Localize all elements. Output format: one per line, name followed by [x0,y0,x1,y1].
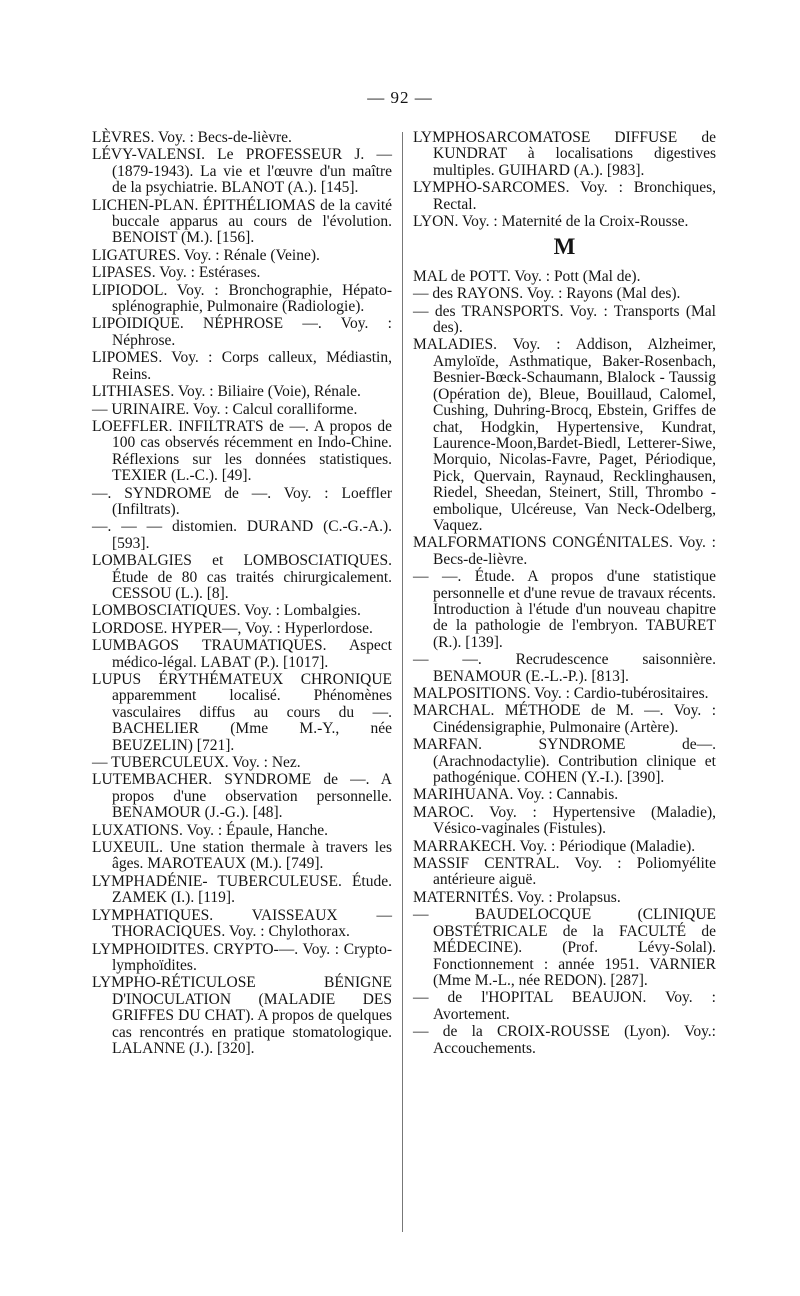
index-entry: LUXATIONS. Voy. : Épaule, Hanche. [92,821,329,839]
index-entry: MARIHUANA. Voy. : Cannabis. [413,786,619,804]
index-entry: — des TRANSPORTS. Voy. : Transports (Mal des). [413,302,716,337]
index-entry: MALFORMATIONS CONGÉNITALES. Voy. : Becs-de-lièvre. [413,534,716,568]
index-entry: LYMPHO-SARCOMES. Voy. : Bronchiques, Rectal. [413,179,716,213]
index-entry: LYMPHADÉNIE- TUBERCULEUSE. Étude. ZAMEK (I.). [119]. [92,872,392,907]
column-divider [402,132,403,1232]
index-entry: LUXEUIL. Une station thermale à travers les âges. MAROTEAUX (M.). [749]. [92,839,392,873]
index-entry: LYMPHOSARCOMATOSE DIFFUSE de KUNDRAT à localisations digestives multiples. GUIHARD (A.). [983]. [413,129,716,179]
index-entry: —. SYNDROME de —. Voy. : Loeffler (Infiltrats). [92,484,392,518]
index-entry: —. — — distomien. DURAND (C.-G.-A.). [593]. [92,518,392,552]
index-entry: — —. Recrudescence saisonnière. BENAMOUR (E.-L.-P.). [813]. [413,651,716,685]
index-entry: LITHIASES. Voy. : Biliaire (Voie), Rénale. [92,383,361,401]
index-entry: — BAUDELOCQUE (CLINIQUE OBSTÉTRICALE de la FACULTÉ de MÉDECINE). (Prof. Lévy-Solal). Fonctionnement : année 1951. VARNIER (Mme M.-L., née REDON). [287]. [413,906,716,989]
index-entry: — des RAYONS. Voy. : Rayons (Mal des). [413,285,681,303]
index-entry: — de la CROIX-ROUSSE (Lyon). Voy.: Accouchements. [413,1023,716,1057]
index-entry: MALPOSITIONS. Voy. : Cardio-tubérositaires. [413,685,709,702]
index-entry: LYMPHO-RÉTICULOSE BÉNIGNE D'INOCULATION (MALADIE DES GRIFFES DU CHAT). A propos de quelques cas rencontrés en pratique stomatologique. LALANNE (J.). [320]. [92,974,392,1057]
index-entry: MALADIES. Voy. : Addison, Alzheimer, Amyloïde, Asthmatique, Baker-Rosenbach, Besnier-Bœck-Schaumann, Blalock - Taussig (Opération de), Bleue, Bouillaud, Calomel, Cushing, Duhring-Brocq, Ebstein, Griffes de chat, Hodgkin, Hypertensive, Kundrat, Laurence-Moon,Bardet-Biedl, Letterer-Siwe, Morquio, Nicolas-Favre, Paget, Périodique, Pick, Quervain, Raynaud, Recklinghausen, Riedel, Sheedan, Steinert, Still, Thrombo - embolique, Ulcéreuse, Van Neck-Odelberg, Vaquez. [413,336,716,534]
index-entry: LIPOIDIQUE. NÉPHROSE —. Voy. : Néphrose. [92,315,392,349]
index-entry: MAROC. Voy. : Hypertensive (Maladie), Vésico-vaginales (Fistules). [413,803,716,838]
index-entry: LIPIODOL. Voy. : Bronchographie, Hépato-splénographie, Pulmonaire (Radiologie). [92,281,392,316]
index-entry: MATERNITÉS. Voy. : Prolapsus. [413,888,621,906]
section-letter: M [553,234,576,260]
index-entry: MARRAKECH. Voy. : Périodique (Maladie). [413,837,696,855]
index-entry: MASSIF CENTRAL. Voy. : Poliomyélite antérieure aiguë. [413,855,716,889]
index-entry: — de l'HOPITAL BEAUJON. Voy. : Avortement. [413,989,716,1023]
index-entry: LIPOMES. Voy. : Corps calleux, Médiastin, Reins. [92,349,392,383]
index-column-left [92,130,392,1058]
index-entry: LYMPHOIDITES. CRYPTO-—. Voy. : Crypto-lymphoïdites. [92,940,392,974]
index-entry: LOMBOSCIATIQUES. Voy. : Lombalgies. [92,602,361,620]
index-entry: LIPASES. Voy. : Estérases. [92,264,261,282]
index-entry: — URINAIRE. Voy. : Calcul coralliforme. [92,400,358,418]
index-entry: LUTEMBACHER. SYNDROME de —. A propos d'une observation personnelle. BENAMOUR (J.-G.). [48]. [92,771,392,822]
index-entry: MAL de POTT. Voy. : Pott (Mal de). [413,267,641,285]
index-entry: MARFAN. SYNDROME de—. (Arachnodactylie). Contribution clinique et pathogénique. COHEN (Y.-I.). [390]. [413,736,716,787]
index-entry: LORDOSE. HYPER—, Voy. : Hyperlordose. [92,619,373,637]
index-entry: LOEFFLER. INFILTRATS de —. A propos de 100 cas observés récemment en Indo-Chine. Réflexions sur les données statistiques. TEXIER (L.-C.). [49]. [92,417,392,485]
index-entry: LIGATURES. Voy. : Rénale (Veine). [92,246,320,264]
index-entry: LÉVY-VALENSI. Le PROFESSEUR J. — (1879-1943). La vie et l'œuvre d'un maître de la psychiatrie. BLANOT (A.). [145]. [92,146,392,197]
index-column-right [413,130,716,1058]
index-entry: LUMBAGOS TRAUMATIQUES. Aspect médico-légal. LABAT (P.). [1017]. [92,637,392,671]
index-entry: LOMBALGIES et LOMBOSCIATIQUES. Étude de 80 cas traités chirurgicalement. CESSOU (L.). [8]. [92,552,392,602]
index-entry: — —. Étude. A propos d'une statistique personnelle et d'une revue de travaux récents. Introduction à l'étude d'un nouveau chapitre de la pathologie de l'embryon. TABURET (R.). [139]. [413,568,716,651]
index-entry: MARCHAL. MÉTHODE de M. —. Voy. : Cinédensigraphie, Pulmonaire (Artère). [413,702,716,736]
index-entry: LÈVRES. Voy. : Becs-de-lièvre. [92,129,292,146]
index-entry: — TUBERCULEUX. Voy. : Nez. [92,754,301,772]
index-entry: LYMPHATIQUES. VAISSEAUX — THORACIQUES. Voy. : Chylothorax. [92,906,392,941]
index-entry: LICHEN-PLAN. ÉPITHÉLIOMAS de la cavité buccale apparus au cours de l'évolution. BENOIST (M.). [156]. [92,196,392,247]
index-entry: LUPUS ÉRYTHÉMATEUX CHRONIQUE apparemment localisé. Phénomènes vasculaires diffus au cours du —. BACHELIER (Mme M.-Y., née BEUZELIN) [721]. [92,671,392,754]
page-number: — 92 — [367,88,433,107]
index-entry: LYON. Voy. : Maternité de la Croix-Rousse. [413,213,689,231]
